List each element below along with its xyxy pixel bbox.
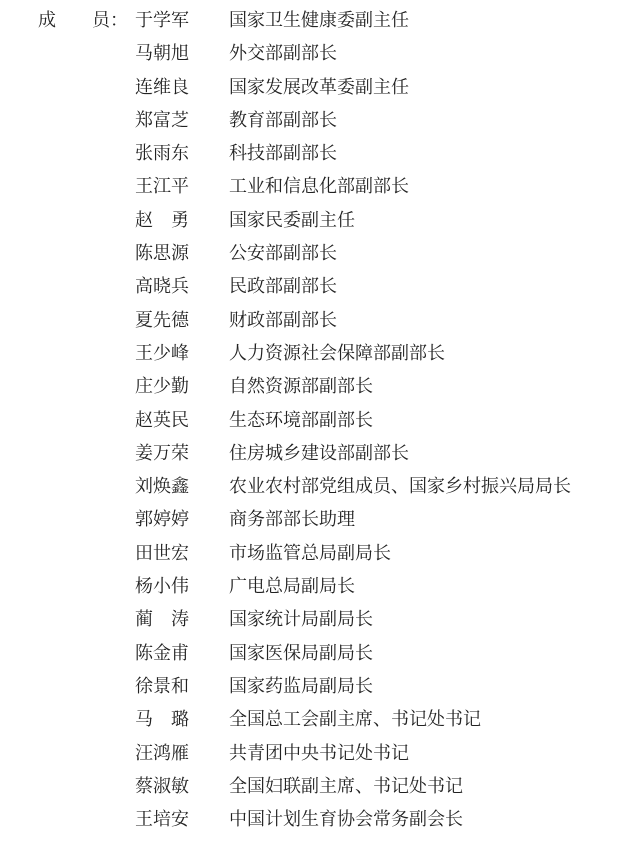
member-title: 自然资源部副部长 bbox=[229, 376, 373, 398]
member-row bbox=[0, 204, 641, 237]
member-name: 汪鸿雁 bbox=[135, 742, 189, 764]
member-name: 张雨东 bbox=[135, 143, 189, 165]
member-name: 蔡淑敏 bbox=[135, 775, 189, 797]
member-title: 全国妇联副主席、书记处书记 bbox=[229, 775, 463, 797]
member-name: 王江平 bbox=[135, 176, 189, 198]
member-name: 杨小伟 bbox=[135, 576, 189, 598]
member-row bbox=[0, 770, 641, 803]
member-row bbox=[0, 737, 641, 770]
member-title: 工业和信息化部副部长 bbox=[229, 176, 409, 198]
member-row bbox=[0, 404, 641, 437]
member-name: 姜万荣 bbox=[135, 442, 189, 464]
member-row bbox=[0, 503, 641, 536]
member-title: 生态环境部副部长 bbox=[229, 409, 373, 431]
member-row bbox=[0, 37, 641, 70]
member-title: 公安部副部长 bbox=[229, 243, 337, 265]
member-name: 田世宏 bbox=[135, 542, 189, 564]
member-row bbox=[0, 670, 641, 703]
member-title: 财政部副部长 bbox=[229, 309, 337, 331]
member-name: 蔺 涛 bbox=[135, 609, 189, 631]
member-row bbox=[0, 603, 641, 636]
role-label: 成 员： bbox=[38, 10, 128, 31]
member-title: 中国计划生育协会常务副会长 bbox=[229, 809, 463, 831]
member-name: 陈思源 bbox=[135, 243, 189, 265]
member-name: 于学军 bbox=[135, 10, 189, 31]
member-row bbox=[0, 4, 641, 37]
member-title: 人力资源社会保障部副部长 bbox=[229, 342, 445, 364]
member-title: 民政部副部长 bbox=[229, 276, 337, 298]
member-name: 陈金甫 bbox=[135, 642, 189, 664]
member-title: 科技部副部长 bbox=[229, 143, 337, 165]
member-name: 高晓兵 bbox=[135, 276, 189, 298]
member-name: 夏先德 bbox=[135, 309, 189, 331]
member-row bbox=[0, 170, 641, 203]
member-title: 广电总局副局长 bbox=[229, 576, 355, 598]
member-row bbox=[0, 437, 641, 470]
member-name: 徐景和 bbox=[135, 675, 189, 697]
member-name: 郑富芝 bbox=[135, 109, 189, 131]
member-name: 庄少勤 bbox=[135, 376, 189, 398]
member-row bbox=[0, 370, 641, 403]
member-title: 市场监管总局副局长 bbox=[229, 542, 391, 564]
member-name: 王少峰 bbox=[135, 342, 189, 364]
member-title: 国家民委副主任 bbox=[229, 209, 355, 231]
member-row bbox=[0, 637, 641, 670]
member-title: 住房城乡建设部副部长 bbox=[229, 442, 409, 464]
member-name: 郭婷婷 bbox=[135, 509, 189, 531]
member-row bbox=[0, 537, 641, 570]
member-row bbox=[0, 237, 641, 270]
member-row bbox=[0, 270, 641, 303]
member-list bbox=[0, 4, 641, 836]
member-title: 国家发展改革委副主任 bbox=[229, 76, 409, 98]
member-name: 王培安 bbox=[135, 809, 189, 831]
member-row bbox=[0, 470, 641, 503]
member-title: 共青团中央书记处书记 bbox=[229, 742, 409, 764]
member-title: 国家医保局副局长 bbox=[229, 642, 373, 664]
member-name: 赵英民 bbox=[135, 409, 189, 431]
member-title: 商务部部长助理 bbox=[229, 509, 355, 531]
member-row bbox=[0, 570, 641, 603]
member-row bbox=[0, 104, 641, 137]
member-name: 连维良 bbox=[135, 76, 189, 98]
member-name: 赵 勇 bbox=[135, 209, 189, 231]
member-title: 农业农村部党组成员、国家乡村振兴局局长 bbox=[229, 476, 571, 498]
member-title: 国家药监局副局长 bbox=[229, 675, 373, 697]
member-name: 马朝旭 bbox=[135, 43, 189, 65]
member-row bbox=[0, 137, 641, 170]
member-title: 全国总工会副主席、书记处书记 bbox=[229, 709, 481, 731]
member-row bbox=[0, 803, 641, 836]
member-row bbox=[0, 337, 641, 370]
member-row bbox=[0, 304, 641, 337]
member-row bbox=[0, 71, 641, 104]
member-title: 国家卫生健康委副主任 bbox=[229, 10, 409, 31]
member-title: 教育部副部长 bbox=[229, 109, 337, 131]
member-name: 马 璐 bbox=[135, 709, 189, 731]
member-row bbox=[0, 703, 641, 736]
member-title: 外交部副部长 bbox=[229, 43, 337, 65]
member-name: 刘焕鑫 bbox=[135, 476, 189, 498]
member-title: 国家统计局副局长 bbox=[229, 609, 373, 631]
